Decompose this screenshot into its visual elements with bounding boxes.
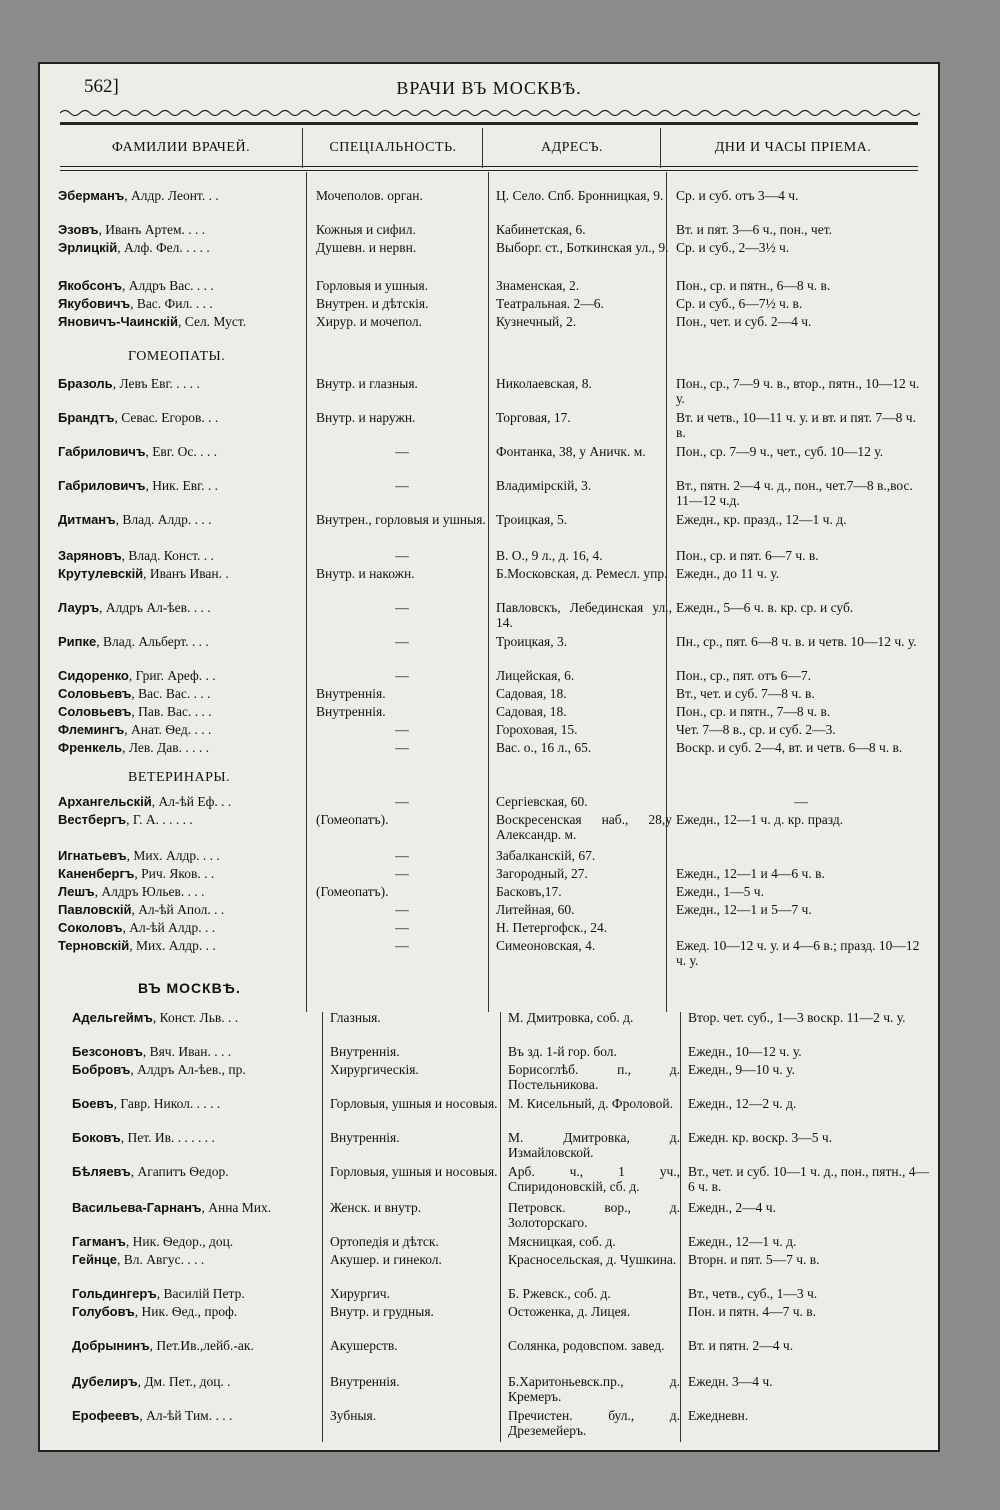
- address-cell: М. Дмитровка, соб. д.: [508, 1010, 634, 1025]
- doctor-name: [58, 668, 306, 683]
- doctor-name: [58, 314, 306, 329]
- doctor-name: [58, 938, 306, 953]
- hours-cell: Ср. и суб. отъ 3—4 ч.: [676, 188, 799, 203]
- hours-cell: —: [794, 794, 808, 809]
- doctor-name: [58, 920, 306, 935]
- specialty-cell: Хирургич.: [330, 1286, 390, 1301]
- specialty-cell: (Гомеопатъ).: [316, 812, 389, 827]
- address-cell: Торговая, 17.: [496, 410, 571, 425]
- doctor-surname: Вестбергъ: [58, 812, 127, 827]
- doctor-name: [72, 1304, 324, 1319]
- hours-cell: Ежедн., 12—1 ч. д.: [688, 1234, 797, 1249]
- hours-cell: Ежедн., 1—5 ч.: [676, 884, 764, 899]
- doctor-surname: Безсоновъ: [72, 1044, 143, 1059]
- specialty-cell: Внутреннiя.: [316, 704, 386, 719]
- hours-cell: Ежедн., 12—2 ч. д.: [688, 1096, 797, 1111]
- specialty-cell: Горловыя и ушныя.: [316, 278, 429, 293]
- address-cell: Троицкая, 3.: [496, 634, 568, 649]
- address-cell: Выборг. ст., Боткинская ул., 9.: [496, 240, 669, 255]
- hours-cell: Втор. чет. суб., 1—3 воскр. 11—2 ч. у.: [688, 1010, 906, 1025]
- doctor-given-names: , Алф. Фел. . . . .: [117, 240, 210, 255]
- hours-cell: Воскр. и суб. 2—4, вт. и четв. 6—8 ч. в.: [676, 740, 903, 755]
- section-moscow: ВЪ МОСКВѢ.: [138, 980, 241, 996]
- doctor-surname: Френкель: [58, 740, 123, 755]
- doctor-given-names: , Вас. Вас. . . .: [131, 686, 211, 701]
- doctor-surname: Яновичъ-Чаинскiй: [58, 314, 179, 329]
- doctor-given-names: , Влад. Альберт. . . .: [96, 634, 209, 649]
- address-cell: Кабинетская, 6.: [496, 222, 586, 237]
- doctor-name: [58, 222, 306, 237]
- doctor-given-names: , Василiй Петр.: [156, 1286, 245, 1301]
- doctor-name: [58, 512, 306, 527]
- doctor-given-names: , Ал-ѣй Еф. . .: [151, 794, 232, 809]
- doctor-given-names: , Сел. Муст.: [178, 314, 247, 329]
- address-cell: Б. Ржевск., соб. д.: [508, 1286, 611, 1301]
- doctor-name: [72, 1062, 324, 1077]
- doctor-name: [58, 812, 306, 827]
- doctor-given-names: , Мих. Алдр. . .: [129, 938, 216, 953]
- specialty-cell: Внутр. и наружн.: [316, 410, 416, 425]
- address-cell: Забалканскiй, 67.: [496, 848, 596, 863]
- hours-cell: Ежедн., 12—1 ч. д. кр. празд.: [676, 812, 844, 827]
- doctor-given-names: , Алдръ Ал-ѣев. . . .: [99, 600, 211, 615]
- specialty-cell: —: [395, 722, 409, 737]
- hours-cell: Ср. и суб., 6—7½ ч. в.: [676, 296, 803, 311]
- doctor-name: [58, 704, 306, 719]
- hours-cell: Вт., чет. и суб. 7—8 ч. в.: [676, 686, 815, 701]
- doctor-surname: Боевъ: [72, 1096, 114, 1111]
- hours-cell: Вт. и пят. 3—6 ч., пон., чет.: [676, 222, 832, 237]
- doctor-name: [58, 410, 306, 425]
- doctor-surname: Бѣляевъ: [72, 1164, 131, 1179]
- specialty-cell: Акушерств.: [330, 1338, 398, 1353]
- doctor-given-names: , Вл. Авгус. . . .: [117, 1252, 205, 1267]
- doctor-given-names: , Гавр. Никол. . . . .: [113, 1096, 221, 1111]
- column-header-rule-2: [60, 170, 918, 171]
- address-cell: Остоженка, д. Лицея.: [508, 1304, 631, 1319]
- hours-cell: Пон., ср., 7—9 ч. в., втор., пятн., 10—12 ч. у.: [676, 376, 920, 406]
- doctor-surname: Павловскiй: [58, 902, 132, 917]
- doctor-given-names: , Алдръ Вас. . . .: [121, 278, 214, 293]
- doctor-surname: Дитманъ: [58, 512, 116, 527]
- doctor-surname: Габриловичъ: [58, 478, 146, 493]
- hours-cell: Чет. 7—8 в., ср. и суб. 2—3.: [676, 722, 836, 737]
- specialty-cell: —: [395, 920, 409, 935]
- address-cell: Красносельская, д. Чушкина.: [508, 1252, 677, 1267]
- column-header-rule: [60, 166, 918, 167]
- hours-cell: Ежедн., 9—10 ч. у.: [688, 1062, 795, 1077]
- hours-cell: Пон., ср. 7—9 ч., чет., суб. 10—12 у.: [676, 444, 884, 459]
- doctor-name: [72, 1044, 324, 1059]
- doctor-given-names: , Иванъ Иван. .: [143, 566, 229, 581]
- column-divider: [302, 128, 303, 168]
- header-rule: [60, 122, 918, 125]
- hours-cell: Пон., ср. и пятн., 6—8 ч. в.: [676, 278, 831, 293]
- doctor-surname: Бразоль: [58, 376, 113, 391]
- hours-cell: Пон., чет. и суб. 2—4 ч.: [676, 314, 812, 329]
- hours-cell: Пон., ср., пят. отъ 6—7.: [676, 668, 811, 683]
- section-homeopaths: ГОМЕОПАТЫ.: [128, 349, 226, 364]
- doctor-surname: Соловьевъ: [58, 704, 132, 719]
- doctor-given-names: , Ник. Евг. . .: [145, 478, 218, 493]
- column-divider: [500, 1012, 501, 1442]
- hours-cell: Ежедневн.: [688, 1408, 749, 1423]
- address-cell: Ц. Село. Спб. Бронницкая, 9.: [496, 188, 664, 203]
- specialty-cell: Внутреннiя.: [330, 1130, 400, 1145]
- doctor-name: [58, 240, 306, 255]
- specialty-cell: —: [395, 478, 409, 493]
- doctor-name: [58, 902, 306, 917]
- doctor-name: [58, 278, 306, 293]
- doctor-name: [72, 1374, 324, 1389]
- doctor-given-names: , Ник. Ѳед., проф.: [134, 1304, 238, 1319]
- hours-cell: Ежедн. кр. воскр. 3—5 ч.: [688, 1130, 833, 1145]
- doctor-given-names: , Евг. Ос. . . .: [145, 444, 217, 459]
- address-cell: Пречистен. бул., д. Дреземейеръ.: [508, 1408, 680, 1438]
- doctor-name: [58, 866, 306, 881]
- hours-cell: Вт., чет. и суб. 10—1 ч. д., пон., пятн., 4—6 ч. в.: [688, 1164, 929, 1194]
- hours-cell: Пон. и пятн. 4—7 ч. в.: [688, 1304, 817, 1319]
- specialty-cell: Акушер. и гинекол.: [330, 1252, 442, 1267]
- specialty-cell: Горловыя, ушныя и носовыя.: [330, 1096, 498, 1111]
- col-header-specialty: СПЕЦIАЛЬНОСТЬ.: [329, 140, 457, 155]
- address-cell: Садовая, 18.: [496, 686, 567, 701]
- address-cell: Лицейская, 6.: [496, 668, 575, 683]
- col-header-hours: ДНИ И ЧАСЫ ПРIЕМА.: [714, 140, 872, 155]
- address-cell: Н. Петергофск., 24.: [496, 920, 608, 935]
- specialty-cell: Внутр. и накожн.: [316, 566, 415, 581]
- specialty-cell: —: [395, 634, 409, 649]
- doctor-given-names: , Севас. Егоров. . .: [114, 410, 219, 425]
- doctor-name: [58, 600, 306, 615]
- doctor-given-names: , Рич. Яков. . .: [134, 866, 215, 881]
- doctor-surname: Адельгеймъ: [72, 1010, 153, 1025]
- doctor-surname: Эзовъ: [58, 222, 99, 237]
- specialty-cell: —: [395, 600, 409, 615]
- specialty-cell: —: [395, 740, 409, 755]
- specialty-cell: —: [395, 938, 409, 953]
- address-cell: Солянка, родовспом. завед.: [508, 1338, 665, 1353]
- doctor-surname: Бобровъ: [72, 1062, 131, 1077]
- address-cell: М. Дмитровка, д. Измайловской.: [508, 1130, 680, 1160]
- doctor-surname: Брандтъ: [58, 410, 115, 425]
- doctor-given-names: , Вяч. Иван. . . .: [142, 1044, 232, 1059]
- doctor-name: [58, 444, 306, 459]
- column-divider: [680, 1012, 681, 1442]
- address-cell: Мясницкая, соб. д.: [508, 1234, 616, 1249]
- column-divider: [306, 172, 307, 1012]
- address-cell: Петровск. вор., д. Золоторскаго.: [508, 1200, 680, 1230]
- hours-cell: Пн., ср., пят. 6—8 ч. в. и четв. 10—12 ч. у.: [676, 634, 917, 649]
- page: [38, 62, 940, 1452]
- doctor-surname: Заряновъ: [58, 548, 122, 563]
- doctor-surname: Рипке: [58, 634, 97, 649]
- doctor-name: [72, 1130, 324, 1145]
- hours-cell: Вт., четв., суб., 1—3 ч.: [688, 1286, 818, 1301]
- doctor-surname: Крутулевскiй: [58, 566, 144, 581]
- hours-cell: Ежедн., 5—6 ч. в. кр. ср. и суб.: [676, 600, 854, 615]
- doctor-given-names: , Г. А. . . . . .: [126, 812, 193, 827]
- specialty-cell: Душевн. и нервн.: [316, 240, 417, 255]
- doctor-name: [58, 548, 306, 563]
- hours-cell: Пон., ср. и пят. 6—7 ч. в.: [676, 548, 819, 563]
- doctor-surname: Ерофеевъ: [72, 1408, 140, 1423]
- specialty-cell: Горловыя, ушныя и носовыя.: [330, 1164, 498, 1179]
- doctor-name: [58, 296, 306, 311]
- doctor-name: [58, 376, 306, 391]
- doctor-given-names: , Пет. Ив. . . . . . .: [120, 1130, 215, 1145]
- address-cell: Арб. ч., 1 уч., Спиридоновскiй, сб. д.: [508, 1164, 680, 1194]
- specialty-cell: Внутреннiя.: [330, 1044, 400, 1059]
- hours-cell: Вт. и четв., 10—11 ч. у. и вт. и пят. 7—8 ч. в.: [676, 410, 916, 440]
- doctor-surname: Эберманъ: [58, 188, 125, 203]
- hours-cell: Ежедн., до 11 ч. у.: [676, 566, 780, 581]
- address-cell: Садовая, 18.: [496, 704, 567, 719]
- doctor-name: [58, 478, 306, 493]
- address-cell: Павловскъ, Лебединская ул., 14.: [496, 600, 672, 630]
- address-cell: Б.Харитоньевск.пр., д. Кремеръ.: [508, 1374, 680, 1404]
- doctor-surname: Игнатьевъ: [58, 848, 127, 863]
- page-title: ВРАЧИ ВЪ МОСКВѢ.: [396, 78, 582, 98]
- hours-cell: Ср. и суб., 2—3½ ч.: [676, 240, 790, 255]
- address-cell: Сергiевская, 60.: [496, 794, 588, 809]
- doctor-name: [58, 740, 306, 755]
- doctor-given-names: , Алдръ Юльев. . . .: [94, 884, 205, 899]
- doctor-given-names: , Агапитъ Ѳедор.: [130, 1164, 229, 1179]
- wavy-rule: [60, 108, 922, 118]
- doctor-name: [72, 1096, 324, 1111]
- specialty-cell: Мочеполов. орган.: [316, 188, 423, 203]
- doctor-name: [72, 1408, 324, 1423]
- address-cell: Загородный, 27.: [496, 866, 588, 881]
- doctor-given-names: , Пав. Вас. . . .: [131, 704, 212, 719]
- doctor-surname: Каненбергъ: [58, 866, 135, 881]
- doctor-surname: Терновскiй: [58, 938, 130, 953]
- address-cell: Вас. о., 16 л., 65.: [496, 740, 592, 755]
- address-cell: Владимiрскiй, 3.: [496, 478, 592, 493]
- address-cell: Николаевская, 8.: [496, 376, 592, 391]
- column-divider: [660, 128, 661, 168]
- doctor-given-names: , Лев. Дав. . . . .: [122, 740, 209, 755]
- specialty-cell: Зубныя.: [330, 1408, 377, 1423]
- doctor-given-names: , Вас. Фил. . . .: [130, 296, 213, 311]
- doctor-name: [58, 188, 306, 203]
- specialty-cell: —: [395, 866, 409, 881]
- address-cell: Фонтанка, 38, у Аничк. м.: [496, 444, 646, 459]
- specialty-cell: —: [395, 902, 409, 917]
- column-divider: [488, 172, 489, 1012]
- address-cell: Воскресенская наб., 28,у Александр. м.: [496, 812, 672, 842]
- doctor-name: [72, 1286, 324, 1301]
- specialty-cell: Внутрен. и дѣтскiя.: [316, 296, 429, 311]
- doctor-name: [58, 722, 306, 737]
- hours-cell: Ежед. 10—12 ч. у. и 4—6 в.; празд. 10—12 ч. у.: [676, 938, 920, 968]
- doctor-surname: Лауръ: [58, 600, 100, 615]
- doctor-surname: Боковъ: [72, 1130, 121, 1145]
- doctor-name: [58, 686, 306, 701]
- doctor-name: [58, 848, 306, 863]
- page-number: 562]: [84, 76, 119, 97]
- doctor-surname: Флемингъ: [58, 722, 125, 737]
- address-cell: М. Кисельный, д. Фроловой.: [508, 1096, 674, 1111]
- address-cell: В. О., 9 л., д. 16, 4.: [496, 548, 603, 563]
- doctor-surname: Якубовичъ: [58, 296, 131, 311]
- specialty-cell: Внутреннiя.: [316, 686, 386, 701]
- section-veterinarians: ВЕТЕРИНАРЫ.: [128, 770, 231, 785]
- address-cell: Б.Московская, д. Ремесл. упр.: [496, 566, 668, 581]
- address-cell: Борисоглѣб. п., д. Постельникова.: [508, 1062, 680, 1092]
- doctor-given-names: , Пет.Ив.,лейб.-ак.: [149, 1338, 254, 1353]
- address-cell: Литейная, 60.: [496, 902, 575, 917]
- doctor-surname: Архангельскiй: [58, 794, 152, 809]
- specialty-cell: Ортопедiя и дѣтск.: [330, 1234, 439, 1249]
- hours-cell: Ежедн. 3—4 ч.: [688, 1374, 773, 1389]
- doctor-name: [72, 1164, 324, 1179]
- specialty-cell: Внутр. и грудныя.: [330, 1304, 434, 1319]
- doctor-surname: Гольдингеръ: [72, 1286, 157, 1301]
- doctor-surname: Голубовъ: [72, 1304, 135, 1319]
- hours-cell: Пон., ср. и пятн., 7—8 ч. в.: [676, 704, 831, 719]
- address-cell: Симеоновская, 4.: [496, 938, 596, 953]
- doctor-surname: Гагманъ: [72, 1234, 126, 1249]
- doctor-given-names: , Мих. Алдр. . . .: [126, 848, 220, 863]
- specialty-cell: —: [395, 668, 409, 683]
- doctor-name: [58, 566, 306, 581]
- doctor-given-names: , Конст. Льв. . .: [152, 1010, 239, 1025]
- specialty-cell: Внутр. и глазныя.: [316, 376, 418, 391]
- hours-cell: Вт., пятн. 2—4 ч. д., пон., чет.7—8 в.,вос. 11—12 ч.д.: [676, 478, 913, 508]
- column-divider: [482, 128, 483, 168]
- doctor-surname: Гейнце: [72, 1252, 118, 1267]
- hours-cell: Ежедн., 12—1 и 4—6 ч. в.: [676, 866, 825, 881]
- specialty-cell: Хирур. и мочепол.: [316, 314, 423, 329]
- doctor-name: [58, 794, 306, 809]
- doctor-given-names: , Алдр. Леонт. . .: [124, 188, 219, 203]
- doctor-given-names: , Влад. Конст. . .: [121, 548, 214, 563]
- specialty-cell: —: [395, 794, 409, 809]
- address-cell: Басковъ,17.: [496, 884, 562, 899]
- address-cell: Въ зд. 1-й гор. бол.: [508, 1044, 617, 1059]
- doctor-name: [72, 1200, 324, 1215]
- col-header-names: ФАМИЛИИ ВРАЧЕЙ.: [111, 140, 251, 155]
- hours-cell: Вт. и пятн. 2—4 ч.: [688, 1338, 794, 1353]
- hours-cell: Вторн. и пят. 5—7 ч. в.: [688, 1252, 820, 1267]
- doctor-name: [72, 1338, 324, 1353]
- hours-cell: Ежедн., 10—12 ч. у.: [688, 1044, 802, 1059]
- doctor-given-names: , Алдръ Ал-ѣев., пр.: [130, 1062, 246, 1077]
- specialty-cell: Внутреннiя.: [330, 1374, 400, 1389]
- doctor-surname: Дубелиръ: [72, 1374, 138, 1389]
- hours-cell: Ежедн., 12—1 и 5—7 ч.: [676, 902, 812, 917]
- col-header-address: АДРЕСЪ.: [540, 140, 604, 155]
- doctor-given-names: , Левъ Евг. . . . .: [112, 376, 200, 391]
- doctor-given-names: , Григ. Ареф. . .: [128, 668, 216, 683]
- doctor-given-names: , Ал-ѣй Алдр. . .: [122, 920, 216, 935]
- hours-cell: Ежедн., кр. празд., 12—1 ч. д.: [676, 512, 847, 527]
- doctor-given-names: , Дм. Пет., доц. .: [137, 1374, 231, 1389]
- doctor-name: [58, 884, 306, 899]
- doctor-surname: Якобсонъ: [58, 278, 122, 293]
- specialty-cell: Кожныя и сифил.: [316, 222, 416, 237]
- specialty-cell: —: [395, 848, 409, 863]
- specialty-cell: Женск. и внутр.: [330, 1200, 422, 1215]
- address-cell: Театральная. 2—6.: [496, 296, 604, 311]
- address-cell: Троицкая, 5.: [496, 512, 568, 527]
- doctor-surname: Соколовъ: [58, 920, 123, 935]
- doctor-surname: Соловьевъ: [58, 686, 132, 701]
- doctor-given-names: , Иванъ Артем. . . .: [98, 222, 206, 237]
- doctor-given-names: , Анат. Ѳед. . . .: [124, 722, 212, 737]
- doctor-given-names: , Ал-ѣй Апол. . .: [131, 902, 225, 917]
- specialty-cell: Внутрен., горловыя и ушныя.: [316, 512, 486, 527]
- specialty-cell: —: [395, 548, 409, 563]
- doctor-name: [72, 1234, 324, 1249]
- address-cell: Знаменская, 2.: [496, 278, 580, 293]
- specialty-cell: Глазныя.: [330, 1010, 381, 1025]
- doctor-name: [72, 1252, 324, 1267]
- doctor-surname: Лешъ: [58, 884, 95, 899]
- doctor-given-names: , Ал-ѣй Тим. . . .: [139, 1408, 233, 1423]
- hours-cell: Ежедн., 2—4 ч.: [688, 1200, 776, 1215]
- address-cell: Гороховая, 15.: [496, 722, 578, 737]
- doctor-name: [72, 1010, 324, 1025]
- specialty-cell: Хирургическiя.: [330, 1062, 419, 1077]
- address-cell: Кузнечный, 2.: [496, 314, 577, 329]
- doctor-name: [58, 634, 306, 649]
- doctor-given-names: , Ник. Ѳедор., доц.: [125, 1234, 234, 1249]
- specialty-cell: (Гомеопатъ).: [316, 884, 389, 899]
- doctor-given-names: , Влад. Алдр. . . .: [115, 512, 212, 527]
- doctor-surname: Эрлицкiй: [58, 240, 118, 255]
- doctor-surname: Сидоренко: [58, 668, 129, 683]
- specialty-cell: —: [395, 444, 409, 459]
- doctor-surname: Васильева-Гарнанъ: [72, 1200, 202, 1215]
- doctor-given-names: , Анна Мих.: [201, 1200, 272, 1215]
- doctor-surname: Габриловичъ: [58, 444, 146, 459]
- doctor-surname: Добрынинъ: [72, 1338, 150, 1353]
